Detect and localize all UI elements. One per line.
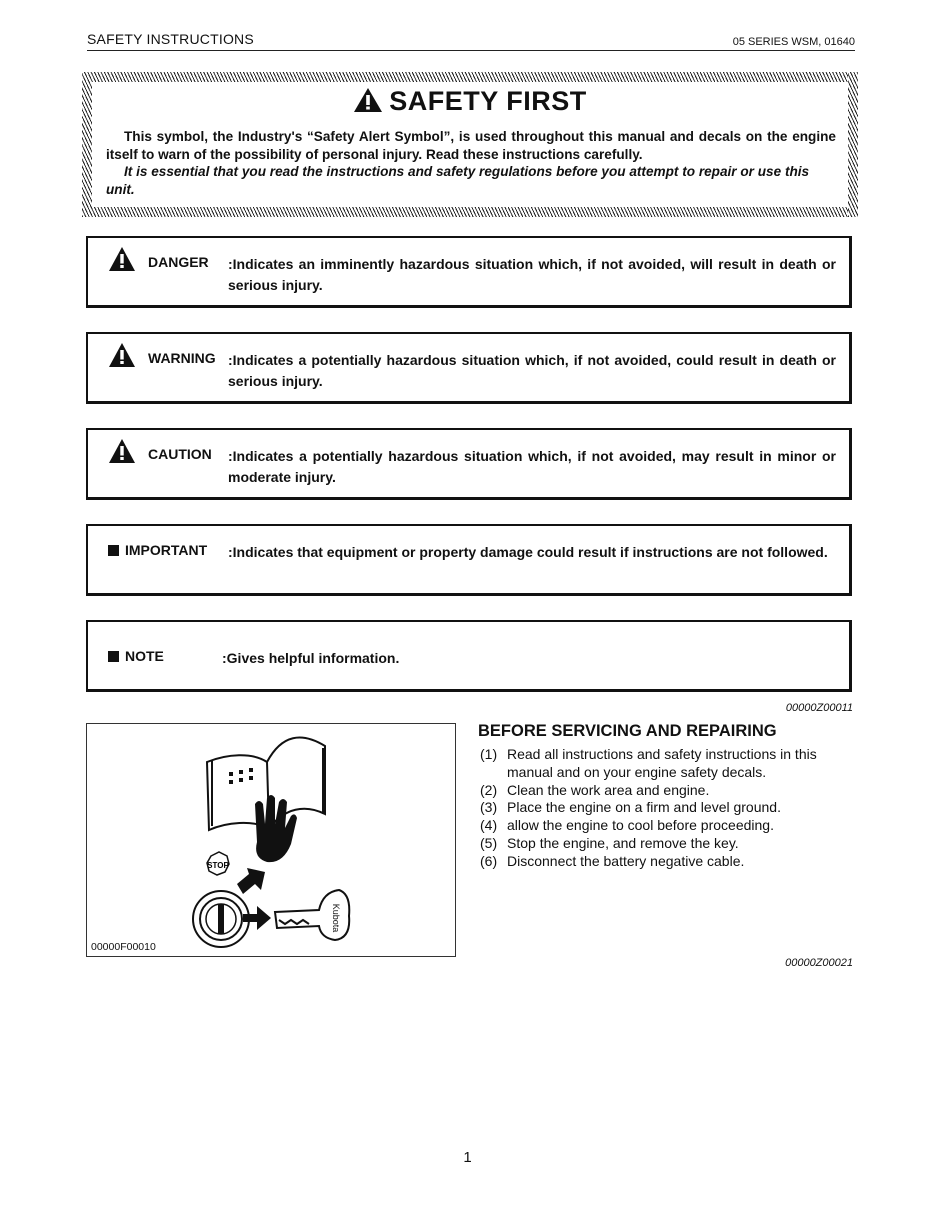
figure-code: 00000F00010 xyxy=(91,941,156,953)
manual-id: 05 SERIES WSM, 01640 xyxy=(732,36,855,48)
note-text: :Gives helpful information. xyxy=(222,650,400,666)
list-item: (6) Disconnect the battery negative cable. xyxy=(480,852,745,869)
safety-alert-icon xyxy=(108,246,136,272)
safety-first-para-2: It is essential that you read the instructions and safety regulations before you attempt to repair or use this unit. xyxy=(106,164,810,197)
safety-first-para-1: This symbol, the Industry's “Safety Alert Symbol”, is used throughout this manual and decals on the engine itself to warn of the possibility of personal injury. Read these instructions carefully. xyxy=(106,129,836,162)
manual-cover-dots xyxy=(229,768,253,784)
key-icon xyxy=(275,890,349,940)
reference-code: 00000Z00011 xyxy=(785,702,853,714)
ignition-switch-icon xyxy=(193,891,249,947)
key-brand-label: Kubota xyxy=(331,903,341,933)
servicing-heading: BEFORE SERVICING AND REPAIRING xyxy=(478,722,777,740)
list-item: (5) Stop the engine, and remove the key. xyxy=(480,834,739,851)
list-item: (4) allow the engine to cool before proceeding. xyxy=(480,817,774,834)
reference-code: 00000Z00021 xyxy=(785,957,853,969)
list-item: (3) Place the engine on a firm and level ground. xyxy=(480,799,781,816)
safety-first-title: SAFETY FIRST xyxy=(389,86,587,116)
important-text: :Indicates that equipment or property damage could result if instructions are not followed. xyxy=(228,544,828,560)
important-box xyxy=(86,524,852,596)
illustration-frame xyxy=(86,723,456,957)
safety-alert-icon xyxy=(108,438,136,464)
header-rule xyxy=(87,50,855,51)
hand-icon xyxy=(255,795,297,862)
danger-label: DANGER xyxy=(148,254,209,270)
warning-text: :Indicates a potentially hazardous situation which, if not avoided, could result in death or serious injury. xyxy=(228,352,836,389)
safety-first-box xyxy=(82,72,858,217)
note-label: NOTE xyxy=(125,648,164,664)
important-label: IMPORTANT xyxy=(125,542,208,558)
safety-first-heading xyxy=(82,86,858,117)
stop-icon xyxy=(207,852,229,875)
safety-alert-icon xyxy=(108,342,136,368)
safety-alert-icon xyxy=(353,87,383,113)
square-bullet-icon xyxy=(108,545,119,556)
note-box xyxy=(86,620,852,692)
section-title: SAFETY INSTRUCTIONS xyxy=(87,31,254,47)
warning-label: WARNING xyxy=(148,350,216,366)
page-number: 1 xyxy=(463,1149,472,1166)
stop-label: STOP xyxy=(207,861,229,870)
list-item: (2) Clean the work area and engine. xyxy=(480,781,710,798)
danger-box xyxy=(86,236,852,308)
servicing-steps xyxy=(480,746,860,871)
list-item: (1) Read all instructions and safety instructions in this manual and on your engine safety decals. xyxy=(480,746,817,780)
safety-first-text xyxy=(106,128,836,198)
warning-box xyxy=(86,332,852,404)
curved-arrow-icon xyxy=(237,868,265,894)
manual-and-key-illustration xyxy=(87,724,455,956)
hatched-border-top xyxy=(82,72,858,82)
danger-text: :Indicates an imminently hazardous situation which, if not avoided, will result in death or serious injury. xyxy=(228,256,836,293)
caution-text: :Indicates a potentially hazardous situation which, if not avoided, may result in minor or moderate injury. xyxy=(228,448,836,485)
square-bullet-icon xyxy=(108,651,119,662)
caution-label: CAUTION xyxy=(148,446,212,462)
caution-box xyxy=(86,428,852,500)
hatched-border-bottom xyxy=(82,207,858,217)
